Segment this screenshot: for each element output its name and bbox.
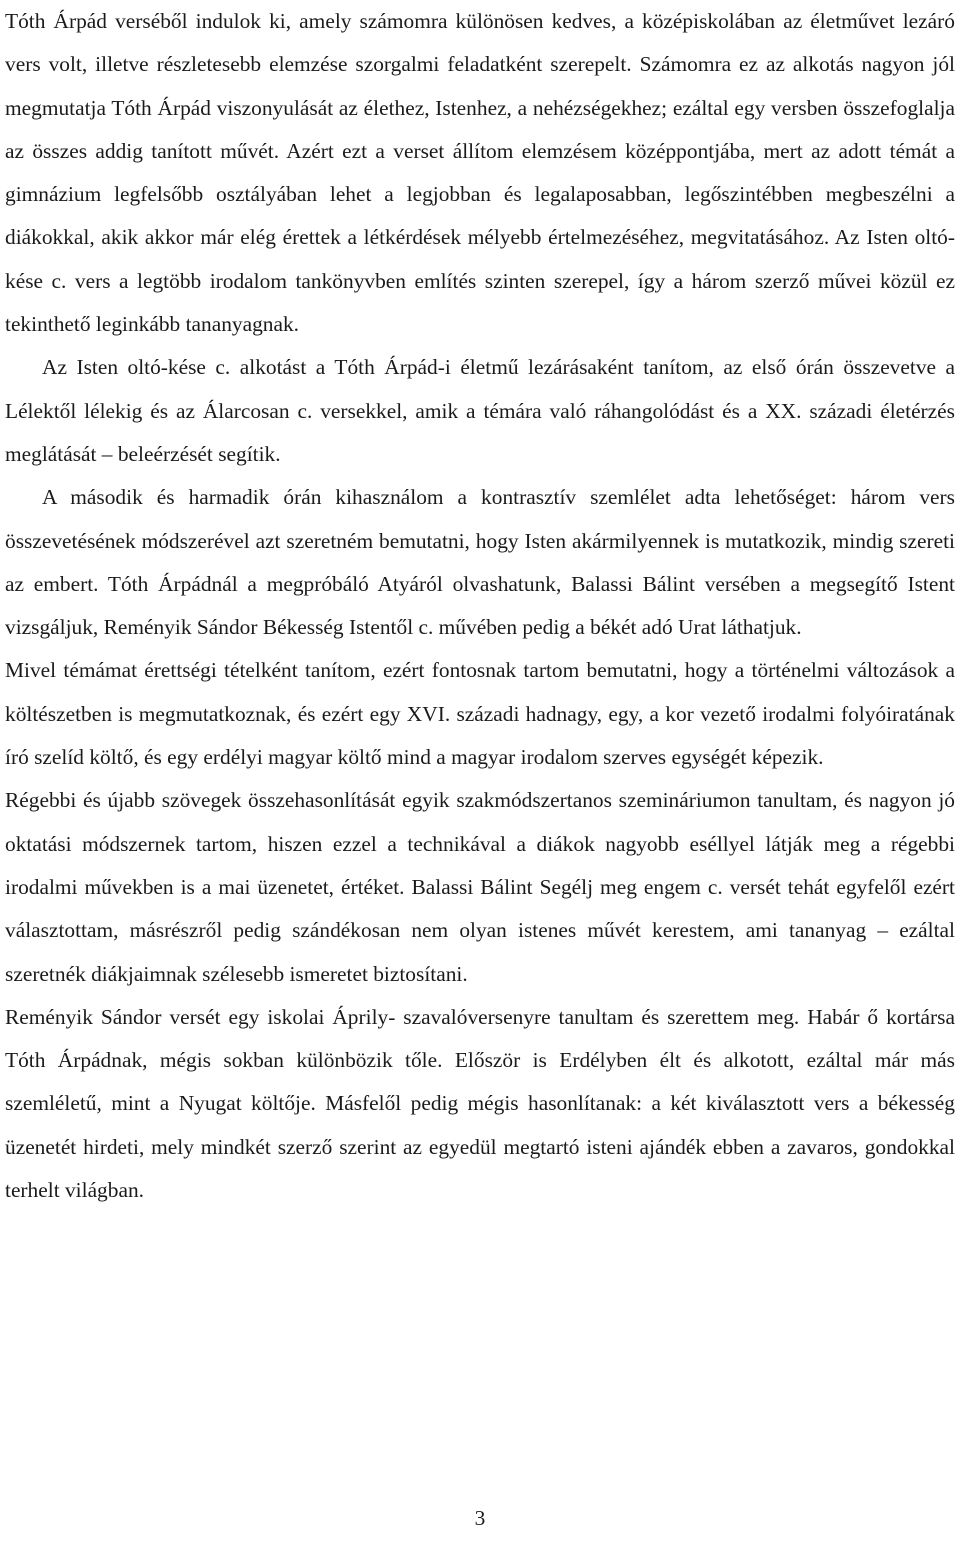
paragraph-second-third-lesson: A második és harmadik órán kihasználom a kontrasztív szemlélet adta lehetőséget: három vers összevetésének módszerével azt szeretném bemutatni, hogy Isten akármilyennek is mutatkozik, mindig szereti az embert. Tóth Árpádnál a megpróbáló Atyáról olvashatunk, Balassi Bálint versében a megsegítő Istent vizsgáljuk, Reményik Sándor Békesség Istentől c. művében pedig a békét adó Urat láthatjuk. bbox=[5, 485, 955, 640]
paragraph-exam-topic: Mivel témámat érettségi tételként tanítom, ezért fontosnak tartom bemutatni, hogy a történelmi változások a költészetben is megmutatkoznak, és ezért egy XVI. századi hadnagy, egy, a kor vezető irodalmi folyóiratának író szelíd költő, és egy erdélyi magyar költő mind a magyar irodalom szerves egységét képezik. bbox=[5, 658, 955, 770]
document-body bbox=[5, 0, 955, 1212]
page-number: 3 bbox=[474, 1506, 486, 1530]
paragraph-intro: Tóth Árpád verséből indulok ki, amely számomra különösen kedves, a középiskolában az életművet lezáró vers volt, illetve részletesebb elemzése szorgalmi feladatként szerepelt. Számomra ez az alkotás nagyon jól megmutatja Tóth Árpád viszonyulását az élethez, Istenhez, a nehézségekhez; ezáltal egy versben összefoglalja az összes addig tanított művét. Azért ezt a verset állítom elemzésem középpontjába, mert az adott témát a gimnázium legfelsőbb osztályában lehet a legjobban és legalaposabban, legőszintébben megbeszélni a diákokkal, akik akkor már elég érettek a létkérdések mélyebb értelmezéséhez, megvitatásához. Az Isten oltó-kése c. vers a legtöbb irodalom tankönyvben említés szinten szerepel, így a három szerző művei közül ez tekinthető leginkább tananyagnak. bbox=[5, 9, 955, 337]
paragraph-first-lesson: Az Isten oltó-kése c. alkotást a Tóth Árpád-i életmű lezárásaként tanítom, az első órán összevetve a Lélektől lélekig és az Álarcosan c. versekkel, amik a témára való ráhangolódást és a XX. századi életérzés meglátását – beleérzését segítik. bbox=[5, 355, 955, 466]
paragraph-comparison-method: Régebbi és újabb szövegek összehasonlítását egyik szakmódszertanos szemináriumon tanultam, és nagyon jó oktatási módszernek tartom, hiszen ezzel a technikával a diákok nagyobb eséllyel látják meg a régebbi irodalmi művekben is a mai üzenetet, értéket. Balassi Bálint Segélj meg engem c. versét tehát egyfelől ezért választottam, másrészről pedig szándékosan nem olyan istenes művét kerestem, ami tananyag – ezáltal szeretnék diákjaimnak szélesebb ismeretet biztosítani. bbox=[5, 788, 955, 986]
paragraph-remenyik: Reményik Sándor versét egy iskolai Áprily- szavalóversenyre tanultam és szerettem meg. Habár ő kortársa Tóth Árpádnak, mégis sokban különbözik tőle. Először is Erdélyben élt és alkotott, ezáltal már más szemléletű, mint a Nyugat költője. Másfelől pedig mégis hasonlítanak: a két kiválasztott vers a békesség üzenetét hirdeti, mely mindkét szerző szerint az egyedül megtartó isteni ajándék ebben a zavaros, gondokkal terhelt világban. bbox=[5, 1004, 955, 1203]
